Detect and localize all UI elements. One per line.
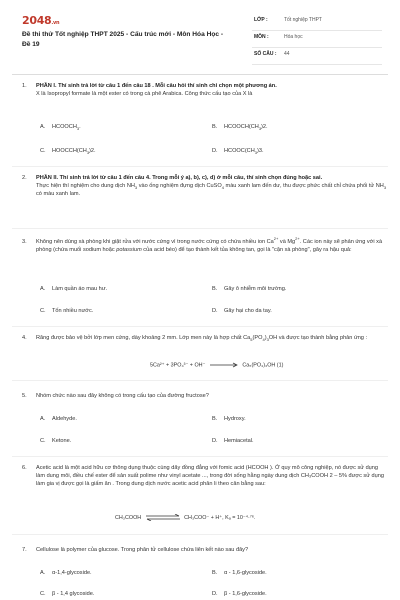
logo-suffix: .vn <box>51 20 60 26</box>
option-text: Aldehyde. <box>52 416 77 422</box>
option-letter: B. <box>212 286 218 292</box>
option-letter: C. <box>40 591 46 597</box>
option-letter: D. <box>212 438 218 444</box>
meta-row-class <box>252 14 382 31</box>
option-text: HCOOCH(CH <box>224 124 259 130</box>
logo-text: 2048 <box>22 14 52 27</box>
subscript: 3 <box>254 150 257 156</box>
option-text: Gây hại cho da tay. <box>224 308 272 314</box>
question-number: 5. <box>22 393 27 399</box>
meta-row-subject <box>252 31 382 48</box>
exam-title: Đề thi thử Tốt nghiệp THPT 2025 - Cấu trúc mới - Môn Hóa Học - Đề 19 <box>22 31 224 48</box>
option-letter: A. <box>40 570 46 576</box>
option-letter: A. <box>40 416 46 422</box>
option-c[interactable] <box>40 438 71 444</box>
option-text: α - 1,6-glycoside. <box>224 570 267 576</box>
option-text: Hemiacetal. <box>224 438 254 444</box>
section-heading: PHẦN II. Thí sinh trả lời từ câu 1 đến câu 4. Trong mỗi ý a), b), c), d) ở mỗi câu, thí sinh chọn đúng hoặc sai. <box>36 175 323 181</box>
reaction-equation <box>150 362 283 368</box>
option-letter: D. <box>212 591 218 597</box>
option-d[interactable] <box>212 438 254 444</box>
option-d[interactable] <box>212 148 264 154</box>
option-text: α-1,4-glycoside. <box>52 570 92 576</box>
question-number: 3. <box>22 239 27 245</box>
option-a[interactable] <box>40 286 107 292</box>
section-heading: PHẦN I. Thí sinh trả lời từ câu 1 đến câu 18 . Mỗi câu hỏi thí sinh chỉ chọn một phương án. <box>36 83 277 89</box>
option-letter: C. <box>40 308 46 314</box>
option-letter: C. <box>40 438 46 444</box>
option-c[interactable] <box>40 591 94 597</box>
option-text-end: . <box>79 124 81 130</box>
question-text: X là Isopropyl formate là một ester có trong cà phê Arabica. Công thức cấu tạo của X là <box>36 91 253 98</box>
header-divider <box>12 74 388 75</box>
equation-left: CH₃COOH <box>115 514 142 521</box>
meta-row-count <box>252 48 382 65</box>
question-text: Răng được bảo vệ bởi lớp men cứng, dày khoảng 2 mm. Lớp men này là hợp chất $Ca_5(PO_4)_3OH$ và được tạo thành bằng phản ứng : <box>36 335 368 343</box>
question-text: Thực hiện thí nghiệm cho dung dịch $NH_3$ vào ống nghiệm đựng dịch CuSO$_4$ màu xanh lam đến dư, thu được phức chất chỉ chứa phối tử $NH_3$ có màu xanh lam. <box>36 183 387 198</box>
question-text: Cellulose là polymer của glucose. Trong phân tử cellulose chứa liên kết nào sau đây? <box>36 547 249 553</box>
option-b[interactable] <box>212 286 286 292</box>
option-text: β - 1,4 glycoside. <box>52 591 95 597</box>
equilibrium-arrow-icon <box>146 514 180 521</box>
option-a[interactable] <box>40 416 77 422</box>
question-divider <box>12 534 388 535</box>
option-a[interactable] <box>40 570 92 576</box>
subscript: 3 <box>86 150 90 156</box>
option-c[interactable] <box>40 148 96 154</box>
option-letter: C. <box>40 148 46 154</box>
option-text: Ketone. <box>52 438 72 444</box>
option-b[interactable] <box>212 416 246 422</box>
question-divider <box>12 228 388 229</box>
option-letter: B. <box>212 124 218 130</box>
dissociation-equation <box>115 514 256 521</box>
option-text-end: )2. <box>261 124 268 130</box>
meta-key: LỚP : <box>254 17 268 23</box>
question-divider <box>12 326 388 327</box>
equation-left: 5Ca²⁺ + 3PO₄³⁻ + OH⁻ <box>150 362 206 369</box>
option-b[interactable] <box>212 124 268 130</box>
option-text-end: )2. <box>89 148 96 154</box>
option-letter: A. <box>40 124 46 130</box>
question-number: 7. <box>22 547 27 553</box>
option-a[interactable] <box>40 124 81 130</box>
meta-key: SỐ CÂU : <box>254 51 277 57</box>
equation-right: Ca₅(PO₄)₃OH (1) <box>242 362 284 369</box>
question-number: 4. <box>22 335 27 341</box>
option-d[interactable] <box>212 591 267 597</box>
question-text: Acetic acid là một acid hữu cơ thông dụng thuộc cùng dãy đồng đẳng với fomic acid (HCOOH ). Ở quy mô công nghiệp, nó được sử dụng làm dung môi, điều chế ester để sản xuất polime như vinyl acetate ..., trong đời sống hằng ngày dung dịch CH₃COOH 2 – 5% được sử dụng làm gia vị được gọi là giấm ăn . Trong dung dịch nước acetic acid phân li theo cân bằng sau: <box>36 465 384 488</box>
option-b[interactable] <box>212 570 267 576</box>
option-letter: B. <box>212 570 218 576</box>
option-d[interactable] <box>212 308 272 314</box>
subscript: 3 <box>258 126 262 132</box>
meta-value: Tốt nghiệp THPT <box>284 17 322 23</box>
equation-right: CH₃COO⁻ + H⁺, Kₐ = 10⁻⁴·⁷⁶. <box>184 514 256 521</box>
option-text: Hydroxy. <box>224 416 246 422</box>
exam-header <box>0 0 400 70</box>
option-text: HCOOC(CH <box>224 148 255 154</box>
meta-key: MÔN : <box>254 34 269 40</box>
meta-value: Hóa học <box>284 34 303 40</box>
option-letter: B. <box>212 416 218 422</box>
question-number: 6. <box>22 465 27 471</box>
site-logo[interactable] <box>22 14 59 27</box>
option-text: HOOCCH(CH <box>52 148 87 154</box>
question-number: 2. <box>22 175 27 181</box>
exam-meta-table <box>252 14 382 65</box>
option-text: Làm quần áo mau hư. <box>52 286 108 292</box>
question-text: Nhóm chức nào sau đây không có trong cấu tạo của đường fructose? <box>36 393 209 399</box>
option-text-end: )3. <box>257 148 264 154</box>
option-letter: D. <box>212 308 218 314</box>
question-divider <box>12 380 388 381</box>
option-letter: A. <box>40 286 46 292</box>
equilibrium-arrow-icon <box>210 362 238 368</box>
question-divider <box>12 166 388 167</box>
meta-value: 44 <box>284 51 290 57</box>
option-text: β - 1,6-glycoside. <box>224 591 267 597</box>
question-divider <box>12 456 388 457</box>
question-text: Không nên dùng xà phòng khi giặt rửa với nước cứng vì trong nước cứng có chứa nhiều ion $Ca^{2+}$ và $Mg^{2+}$. Các ion này sẽ phản ứng với xà phòng (chứa muối sodium hoặc potassium của acid béo) để tạo thành kết tủa không tan, gọi là "cặn xà phòng", gây ra hậu quả: <box>36 236 383 254</box>
option-letter: D. <box>212 148 218 154</box>
option-text: Tốn nhiều nước. <box>52 308 94 314</box>
option-c[interactable] <box>40 308 93 314</box>
option-text: HCOOCH <box>52 124 77 130</box>
subscript: 3 <box>76 126 80 132</box>
option-text: Gây ô nhiễm môi trường. <box>224 286 287 292</box>
question-number: 1. <box>22 83 27 89</box>
